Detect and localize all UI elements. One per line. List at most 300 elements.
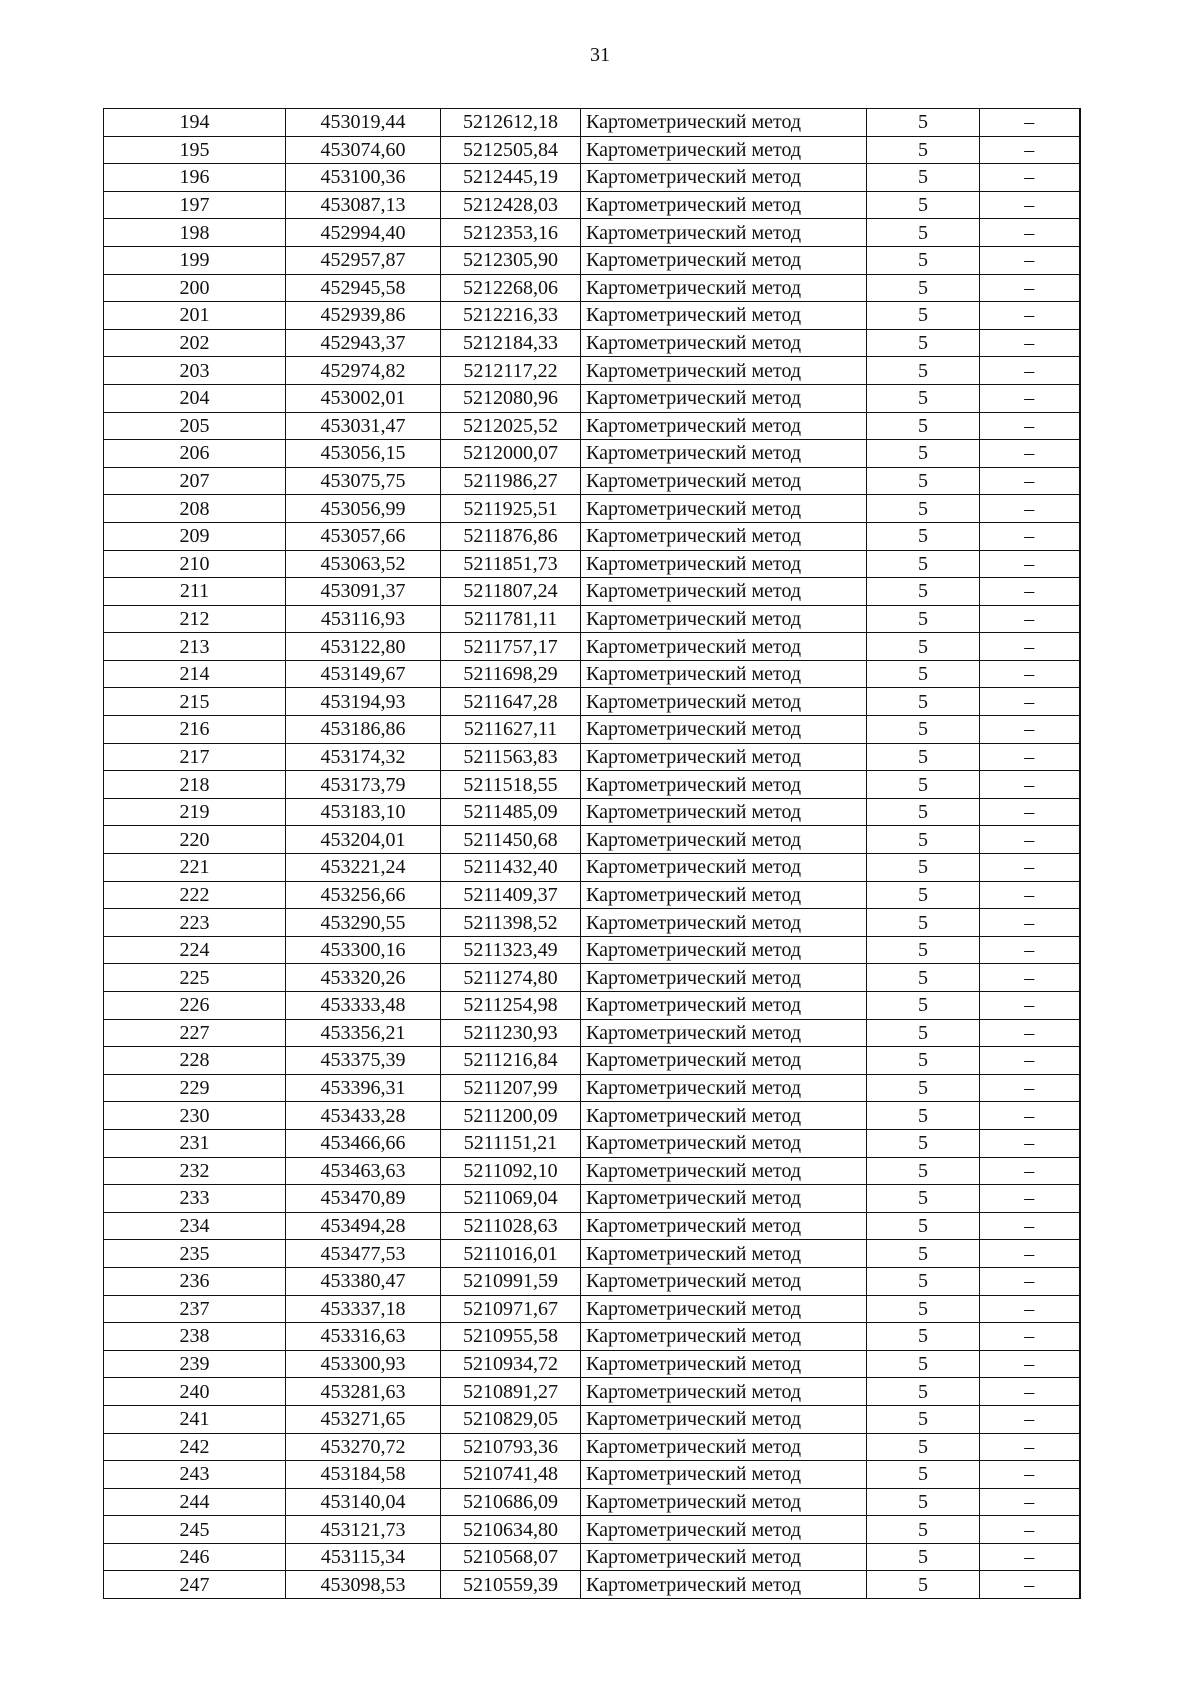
x-coordinate-cell: 453380,47 — [286, 1267, 441, 1295]
y-coordinate-cell: 5211807,24 — [441, 578, 581, 606]
method-cell: Картометрический метод — [581, 522, 867, 550]
table-row — [104, 578, 1080, 606]
point-number-cell: 197 — [104, 191, 286, 219]
note-cell: – — [980, 605, 1080, 633]
y-coordinate-cell: 5211200,09 — [441, 1102, 581, 1130]
table-row — [104, 1350, 1080, 1378]
point-number-cell: 195 — [104, 136, 286, 164]
x-coordinate-cell: 453300,93 — [286, 1350, 441, 1378]
method-cell: Картометрический метод — [581, 495, 867, 523]
note-cell: – — [980, 522, 1080, 550]
method-cell: Картометрический метод — [581, 1212, 867, 1240]
point-number-cell: 201 — [104, 302, 286, 330]
note-cell: – — [980, 1350, 1080, 1378]
accuracy-cell: 5 — [867, 1295, 980, 1323]
x-coordinate-cell: 453056,99 — [286, 495, 441, 523]
y-coordinate-cell: 5211254,98 — [441, 992, 581, 1020]
x-coordinate-cell: 453356,21 — [286, 1019, 441, 1047]
table-row — [104, 1157, 1080, 1185]
y-coordinate-cell: 5210686,09 — [441, 1488, 581, 1516]
y-coordinate-cell: 5211230,93 — [441, 1019, 581, 1047]
accuracy-cell: 5 — [867, 1461, 980, 1489]
table-row — [104, 1129, 1080, 1157]
note-cell: – — [980, 578, 1080, 606]
method-cell: Картометрический метод — [581, 467, 867, 495]
method-cell: Картометрический метод — [581, 412, 867, 440]
method-cell: Картометрический метод — [581, 605, 867, 633]
y-coordinate-cell: 5210955,58 — [441, 1323, 581, 1351]
point-number-cell: 226 — [104, 992, 286, 1020]
method-cell: Картометрический метод — [581, 1295, 867, 1323]
x-coordinate-cell: 453100,36 — [286, 164, 441, 192]
method-cell: Картометрический метод — [581, 1543, 867, 1571]
note-cell: – — [980, 495, 1080, 523]
x-coordinate-cell: 453221,24 — [286, 854, 441, 882]
method-cell: Картометрический метод — [581, 1102, 867, 1130]
point-number-cell: 243 — [104, 1461, 286, 1489]
x-coordinate-cell: 453074,60 — [286, 136, 441, 164]
note-cell: – — [980, 191, 1080, 219]
point-number-cell: 238 — [104, 1323, 286, 1351]
method-cell: Картометрический метод — [581, 992, 867, 1020]
note-cell: – — [980, 1571, 1080, 1599]
point-number-cell: 228 — [104, 1047, 286, 1075]
note-cell: – — [980, 550, 1080, 578]
x-coordinate-cell: 453173,79 — [286, 771, 441, 799]
note-cell: – — [980, 633, 1080, 661]
note-cell: – — [980, 1129, 1080, 1157]
y-coordinate-cell: 5210634,80 — [441, 1516, 581, 1544]
note-cell: – — [980, 1323, 1080, 1351]
table-row — [104, 798, 1080, 826]
y-coordinate-cell: 5212268,06 — [441, 274, 581, 302]
table-row — [104, 219, 1080, 247]
y-coordinate-cell: 5211432,40 — [441, 854, 581, 882]
x-coordinate-cell: 453316,63 — [286, 1323, 441, 1351]
note-cell: – — [980, 1185, 1080, 1213]
table-row — [104, 660, 1080, 688]
point-number-cell: 233 — [104, 1185, 286, 1213]
note-cell: – — [980, 1378, 1080, 1406]
note-cell: – — [980, 1267, 1080, 1295]
table-row — [104, 1212, 1080, 1240]
method-cell: Картометрический метод — [581, 1129, 867, 1157]
accuracy-cell: 5 — [867, 1350, 980, 1378]
method-cell: Картометрический метод — [581, 246, 867, 274]
table-row — [104, 1074, 1080, 1102]
point-number-cell: 242 — [104, 1433, 286, 1461]
method-cell: Картометрический метод — [581, 191, 867, 219]
point-number-cell: 214 — [104, 660, 286, 688]
accuracy-cell: 5 — [867, 578, 980, 606]
x-coordinate-cell: 452943,37 — [286, 329, 441, 357]
method-cell: Картометрический метод — [581, 660, 867, 688]
point-number-cell: 221 — [104, 854, 286, 882]
accuracy-cell: 5 — [867, 1378, 980, 1406]
point-number-cell: 209 — [104, 522, 286, 550]
note-cell: – — [980, 1047, 1080, 1075]
accuracy-cell: 5 — [867, 1240, 980, 1268]
point-number-cell: 239 — [104, 1350, 286, 1378]
table-row — [104, 440, 1080, 468]
accuracy-cell: 5 — [867, 495, 980, 523]
point-number-cell: 234 — [104, 1212, 286, 1240]
y-coordinate-cell: 5211069,04 — [441, 1185, 581, 1213]
note-cell: – — [980, 329, 1080, 357]
method-cell: Картометрический метод — [581, 909, 867, 937]
accuracy-cell: 5 — [867, 1212, 980, 1240]
note-cell: – — [980, 854, 1080, 882]
y-coordinate-cell: 5211925,51 — [441, 495, 581, 523]
method-cell: Картометрический метод — [581, 1185, 867, 1213]
note-cell: – — [980, 1240, 1080, 1268]
x-coordinate-cell: 453463,63 — [286, 1157, 441, 1185]
x-coordinate-cell: 453470,89 — [286, 1185, 441, 1213]
table-row — [104, 743, 1080, 771]
table-row — [104, 605, 1080, 633]
x-coordinate-cell: 453433,28 — [286, 1102, 441, 1130]
y-coordinate-cell: 5210568,07 — [441, 1543, 581, 1571]
table-row — [104, 522, 1080, 550]
point-number-cell: 241 — [104, 1405, 286, 1433]
point-number-cell: 231 — [104, 1129, 286, 1157]
table-row — [104, 550, 1080, 578]
y-coordinate-cell: 5210991,59 — [441, 1267, 581, 1295]
table-row — [104, 716, 1080, 744]
x-coordinate-cell: 453270,72 — [286, 1433, 441, 1461]
table-row — [104, 1378, 1080, 1406]
x-coordinate-cell: 453019,44 — [286, 109, 441, 137]
note-cell: – — [980, 1461, 1080, 1489]
y-coordinate-cell: 5212353,16 — [441, 219, 581, 247]
point-number-cell: 220 — [104, 826, 286, 854]
accuracy-cell: 5 — [867, 633, 980, 661]
table-row — [104, 1323, 1080, 1351]
note-cell: – — [980, 743, 1080, 771]
accuracy-cell: 5 — [867, 1323, 980, 1351]
table-row — [104, 495, 1080, 523]
x-coordinate-cell: 453290,55 — [286, 909, 441, 937]
table-row — [104, 1240, 1080, 1268]
note-cell: – — [980, 1543, 1080, 1571]
accuracy-cell: 5 — [867, 1102, 980, 1130]
note-cell: – — [980, 467, 1080, 495]
table-row — [104, 1047, 1080, 1075]
method-cell: Картометрический метод — [581, 1461, 867, 1489]
note-cell: – — [980, 964, 1080, 992]
point-number-cell: 244 — [104, 1488, 286, 1516]
table-row — [104, 992, 1080, 1020]
x-coordinate-cell: 453396,31 — [286, 1074, 441, 1102]
y-coordinate-cell: 5210971,67 — [441, 1295, 581, 1323]
accuracy-cell: 5 — [867, 660, 980, 688]
y-coordinate-cell: 5212428,03 — [441, 191, 581, 219]
point-number-cell: 247 — [104, 1571, 286, 1599]
method-cell: Картометрический метод — [581, 826, 867, 854]
table-row — [104, 109, 1080, 137]
method-cell: Картометрический метод — [581, 1074, 867, 1102]
x-coordinate-cell: 453204,01 — [286, 826, 441, 854]
method-cell: Картометрический метод — [581, 633, 867, 661]
x-coordinate-cell: 453091,37 — [286, 578, 441, 606]
x-coordinate-cell: 453098,53 — [286, 1571, 441, 1599]
x-coordinate-cell: 453121,73 — [286, 1516, 441, 1544]
accuracy-cell: 5 — [867, 992, 980, 1020]
x-coordinate-cell: 453494,28 — [286, 1212, 441, 1240]
accuracy-cell: 5 — [867, 854, 980, 882]
point-number-cell: 222 — [104, 881, 286, 909]
table-row — [104, 1295, 1080, 1323]
x-coordinate-cell: 452957,87 — [286, 246, 441, 274]
note-cell: – — [980, 660, 1080, 688]
method-cell: Картометрический метод — [581, 136, 867, 164]
accuracy-cell: 5 — [867, 909, 980, 937]
y-coordinate-cell: 5211627,11 — [441, 716, 581, 744]
method-cell: Картометрический метод — [581, 1378, 867, 1406]
point-number-cell: 211 — [104, 578, 286, 606]
method-cell: Картометрический метод — [581, 1323, 867, 1351]
x-coordinate-cell: 452994,40 — [286, 219, 441, 247]
point-number-cell: 229 — [104, 1074, 286, 1102]
note-cell: – — [980, 440, 1080, 468]
y-coordinate-cell: 5210891,27 — [441, 1378, 581, 1406]
table-row — [104, 964, 1080, 992]
method-cell: Картометрический метод — [581, 302, 867, 330]
x-coordinate-cell: 453057,66 — [286, 522, 441, 550]
accuracy-cell: 5 — [867, 1047, 980, 1075]
x-coordinate-cell: 453174,32 — [286, 743, 441, 771]
table-row — [104, 1405, 1080, 1433]
x-coordinate-cell: 453186,86 — [286, 716, 441, 744]
accuracy-cell: 5 — [867, 716, 980, 744]
note-cell: – — [980, 109, 1080, 137]
method-cell: Картометрический метод — [581, 716, 867, 744]
point-number-cell: 203 — [104, 357, 286, 385]
table-row — [104, 1267, 1080, 1295]
table-row — [104, 274, 1080, 302]
method-cell: Картометрический метод — [581, 1488, 867, 1516]
accuracy-cell: 5 — [867, 467, 980, 495]
note-cell: – — [980, 1488, 1080, 1516]
accuracy-cell: 5 — [867, 109, 980, 137]
point-number-cell: 206 — [104, 440, 286, 468]
accuracy-cell: 5 — [867, 1488, 980, 1516]
table-row — [104, 1185, 1080, 1213]
method-cell: Картометрический метод — [581, 1433, 867, 1461]
point-number-cell: 213 — [104, 633, 286, 661]
table-row — [104, 384, 1080, 412]
y-coordinate-cell: 5211563,83 — [441, 743, 581, 771]
note-cell: – — [980, 771, 1080, 799]
x-coordinate-cell: 453466,66 — [286, 1129, 441, 1157]
x-coordinate-cell: 453375,39 — [286, 1047, 441, 1075]
point-number-cell: 212 — [104, 605, 286, 633]
method-cell: Картометрический метод — [581, 771, 867, 799]
method-cell: Картометрический метод — [581, 688, 867, 716]
table-row — [104, 164, 1080, 192]
note-cell: – — [980, 1212, 1080, 1240]
method-cell: Картометрический метод — [581, 109, 867, 137]
point-number-cell: 194 — [104, 109, 286, 137]
accuracy-cell: 5 — [867, 1267, 980, 1295]
method-cell: Картометрический метод — [581, 1516, 867, 1544]
note-cell: – — [980, 384, 1080, 412]
y-coordinate-cell: 5212080,96 — [441, 384, 581, 412]
point-number-cell: 240 — [104, 1378, 286, 1406]
method-cell: Картометрический метод — [581, 1405, 867, 1433]
accuracy-cell: 5 — [867, 1543, 980, 1571]
x-coordinate-cell: 453271,65 — [286, 1405, 441, 1433]
table-row — [104, 688, 1080, 716]
y-coordinate-cell: 5211274,80 — [441, 964, 581, 992]
y-coordinate-cell: 5211876,86 — [441, 522, 581, 550]
x-coordinate-cell: 453056,15 — [286, 440, 441, 468]
table-row — [104, 633, 1080, 661]
y-coordinate-cell: 5211398,52 — [441, 909, 581, 937]
method-cell: Картометрический метод — [581, 1350, 867, 1378]
y-coordinate-cell: 5211092,10 — [441, 1157, 581, 1185]
point-number-cell: 227 — [104, 1019, 286, 1047]
method-cell: Картометрический метод — [581, 964, 867, 992]
point-number-cell: 232 — [104, 1157, 286, 1185]
point-number-cell: 202 — [104, 329, 286, 357]
method-cell: Картометрический метод — [581, 798, 867, 826]
table-row — [104, 1019, 1080, 1047]
note-cell: – — [980, 881, 1080, 909]
y-coordinate-cell: 5210559,39 — [441, 1571, 581, 1599]
table-row — [104, 881, 1080, 909]
y-coordinate-cell: 5211207,99 — [441, 1074, 581, 1102]
x-coordinate-cell: 453063,52 — [286, 550, 441, 578]
x-coordinate-cell: 453115,34 — [286, 1543, 441, 1571]
note-cell: – — [980, 1019, 1080, 1047]
accuracy-cell: 5 — [867, 246, 980, 274]
point-number-cell: 208 — [104, 495, 286, 523]
point-number-cell: 219 — [104, 798, 286, 826]
note-cell: – — [980, 688, 1080, 716]
method-cell: Картометрический метод — [581, 1571, 867, 1599]
point-number-cell: 230 — [104, 1102, 286, 1130]
y-coordinate-cell: 5212000,07 — [441, 440, 581, 468]
note-cell: – — [980, 1157, 1080, 1185]
note-cell: – — [980, 936, 1080, 964]
note-cell: – — [980, 1074, 1080, 1102]
accuracy-cell: 5 — [867, 412, 980, 440]
table-row — [104, 1433, 1080, 1461]
y-coordinate-cell: 5211698,29 — [441, 660, 581, 688]
method-cell: Картометрический метод — [581, 329, 867, 357]
x-coordinate-cell: 453075,75 — [286, 467, 441, 495]
table-row — [104, 1571, 1080, 1599]
accuracy-cell: 5 — [867, 329, 980, 357]
coordinates-table — [103, 108, 1081, 1599]
y-coordinate-cell: 5212117,22 — [441, 357, 581, 385]
accuracy-cell: 5 — [867, 522, 980, 550]
method-cell: Картометрический метод — [581, 1240, 867, 1268]
method-cell: Картометрический метод — [581, 854, 867, 882]
point-number-cell: 217 — [104, 743, 286, 771]
method-cell: Картометрический метод — [581, 936, 867, 964]
table-row — [104, 302, 1080, 330]
x-coordinate-cell: 452974,82 — [286, 357, 441, 385]
method-cell: Картометрический метод — [581, 1157, 867, 1185]
note-cell: – — [980, 1516, 1080, 1544]
table-row — [104, 357, 1080, 385]
point-number-cell: 246 — [104, 1543, 286, 1571]
table-row — [104, 412, 1080, 440]
table-row — [104, 246, 1080, 274]
note-cell: – — [980, 798, 1080, 826]
table-row — [104, 909, 1080, 937]
accuracy-cell: 5 — [867, 302, 980, 330]
page-number: 31 — [590, 44, 610, 66]
accuracy-cell: 5 — [867, 1433, 980, 1461]
method-cell: Картометрический метод — [581, 550, 867, 578]
point-number-cell: 215 — [104, 688, 286, 716]
accuracy-cell: 5 — [867, 384, 980, 412]
x-coordinate-cell: 453031,47 — [286, 412, 441, 440]
method-cell: Картометрический метод — [581, 578, 867, 606]
coordinates-table-body — [104, 109, 1080, 1599]
x-coordinate-cell: 452939,86 — [286, 302, 441, 330]
y-coordinate-cell: 5211986,27 — [441, 467, 581, 495]
accuracy-cell: 5 — [867, 798, 980, 826]
y-coordinate-cell: 5212184,33 — [441, 329, 581, 357]
point-number-cell: 245 — [104, 1516, 286, 1544]
y-coordinate-cell: 5212445,19 — [441, 164, 581, 192]
x-coordinate-cell: 453140,04 — [286, 1488, 441, 1516]
y-coordinate-cell: 5211028,63 — [441, 1212, 581, 1240]
accuracy-cell: 5 — [867, 771, 980, 799]
point-number-cell: 210 — [104, 550, 286, 578]
y-coordinate-cell: 5212305,90 — [441, 246, 581, 274]
accuracy-cell: 5 — [867, 136, 980, 164]
note-cell: – — [980, 274, 1080, 302]
note-cell: – — [980, 1102, 1080, 1130]
point-number-cell: 204 — [104, 384, 286, 412]
table-row — [104, 1488, 1080, 1516]
note-cell: – — [980, 1433, 1080, 1461]
y-coordinate-cell: 5211016,01 — [441, 1240, 581, 1268]
table-row — [104, 854, 1080, 882]
table-row — [104, 936, 1080, 964]
table-row — [104, 1102, 1080, 1130]
accuracy-cell: 5 — [867, 1074, 980, 1102]
accuracy-cell: 5 — [867, 1185, 980, 1213]
method-cell: Картометрический метод — [581, 274, 867, 302]
method-cell: Картометрический метод — [581, 743, 867, 771]
accuracy-cell: 5 — [867, 964, 980, 992]
accuracy-cell: 5 — [867, 1516, 980, 1544]
table-row — [104, 329, 1080, 357]
y-coordinate-cell: 5212505,84 — [441, 136, 581, 164]
accuracy-cell: 5 — [867, 1157, 980, 1185]
x-coordinate-cell: 453116,93 — [286, 605, 441, 633]
x-coordinate-cell: 453337,18 — [286, 1295, 441, 1323]
x-coordinate-cell: 453184,58 — [286, 1461, 441, 1489]
y-coordinate-cell: 5210793,36 — [441, 1433, 581, 1461]
y-coordinate-cell: 5211151,21 — [441, 1129, 581, 1157]
y-coordinate-cell: 5212216,33 — [441, 302, 581, 330]
accuracy-cell: 5 — [867, 1019, 980, 1047]
accuracy-cell: 5 — [867, 274, 980, 302]
note-cell: – — [980, 357, 1080, 385]
y-coordinate-cell: 5211647,28 — [441, 688, 581, 716]
x-coordinate-cell: 453087,13 — [286, 191, 441, 219]
point-number-cell: 218 — [104, 771, 286, 799]
table-row — [104, 467, 1080, 495]
y-coordinate-cell: 5211518,55 — [441, 771, 581, 799]
